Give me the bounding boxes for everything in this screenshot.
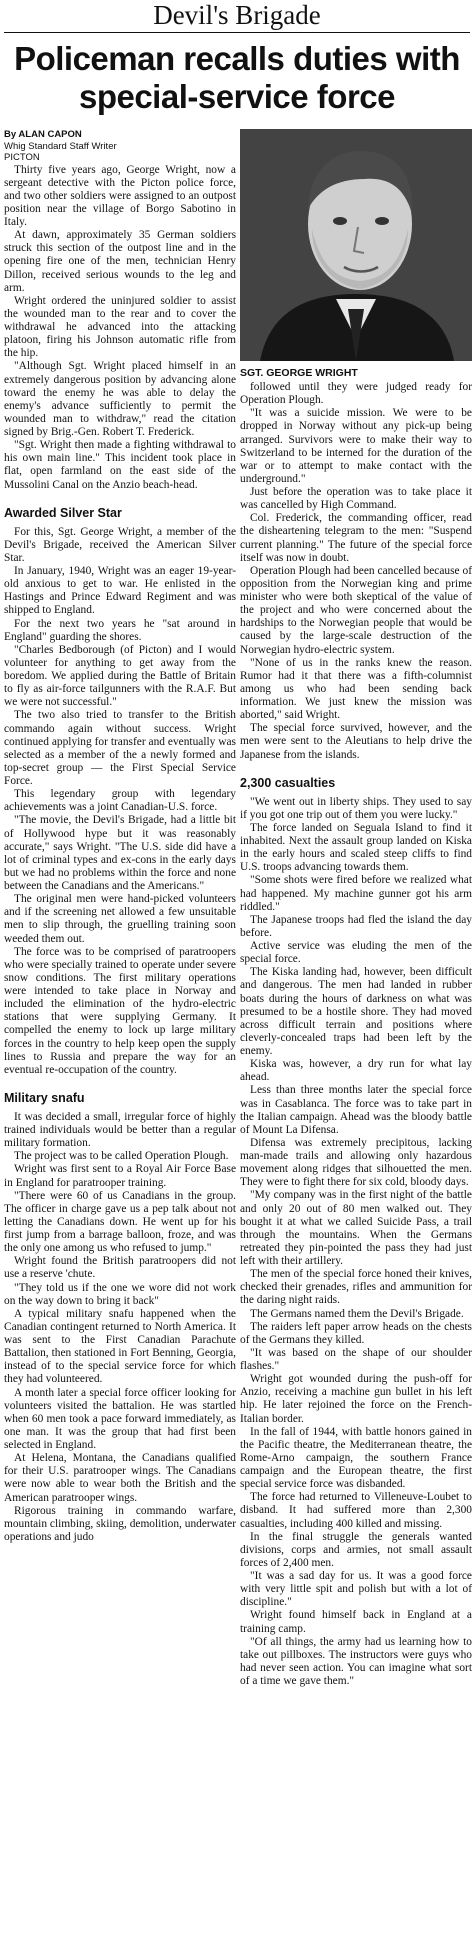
photo-caption: SGT. GEORGE WRIGHT bbox=[240, 367, 358, 379]
right-paragraph: The raiders left paper arrow heads on the chests of the Germans they killed. bbox=[240, 1320, 472, 1346]
left-paragraph: The original men were hand-picked volunteers and if the screening net allowed a few unsuitable men to slip through, the gruelling training soon weeded them out. bbox=[4, 893, 236, 945]
right-paragraph: Wright found himself back in England at a training camp. bbox=[240, 1609, 472, 1635]
right-paragraph: In the final struggle the generals wanted divisions, corps and armies, not small assault forces of 2,400 men. bbox=[240, 1530, 472, 1569]
top-rule bbox=[4, 32, 470, 33]
left-paragraph: The two also tried to transfer to the British commando again without success. Wright continued applying for transfer and eventually was selected as a member of the a newly formed and top-secret group — the First Special Service Force. bbox=[4, 709, 236, 787]
left-paragraph: "Sgt. Wright then made a fighting withdrawal to his own main line." This incident took place in flat, open farmland on the east side of the Mussolini Canal on the Anzio beach-head. bbox=[4, 439, 236, 491]
left-subhead: Military snafu bbox=[4, 1090, 85, 1105]
left-paragraph: For this, Sgt. George Wright, a member of the Devil's Brigade, received the American Silver Star. bbox=[4, 525, 236, 564]
right-paragraph: "It was a suicide mission. We were to be dropped in Norway without any pick-up being arranged. Survivors were to make their way to Switzerland to be interned for the duration of the war or to attempt to make contact with the underground." bbox=[240, 407, 472, 485]
left-paragraph: The force was to be comprised of paratroopers who were specially trained to operate under severe snow conditions. The first military operations were intended to take place in Norway and included the elimination of the hydro-electric stations that were supplying Germany. It compelled the enemy to lock up large military forces in the country to help keep open the supply lines to Russia and prepare the way for an eventual re-occupation of the country. bbox=[4, 945, 236, 1076]
left-paragraph: For the next two years he "sat around in England" guarding the shores. bbox=[4, 617, 236, 643]
left-paragraph: "Although Sgt. Wright placed himself in an extremely dangerous position by advancing alone toward the enemy he was able to delay the enemy's advance sufficiently to permit the wounded man to withdraw," read the citation signed by Brig.-Gen. Robert T. Frederick. bbox=[4, 360, 236, 438]
right-paragraph: "It was a sad day for us. It was a good force with very little spit and polish but with a lot of discipline." bbox=[240, 1570, 472, 1609]
left-paragraph: "There were 60 of us Canadians in the group. The officer in charge gave us a pep talk about not letting the Canadians down. He went up for his first jump from a barrage balloon, froze, and was the only one among us who refused to jump." bbox=[4, 1189, 236, 1255]
right-paragraph: In the fall of 1944, with battle honors gained in the Pacific theatre, the Mediterranean theatre, the Rome-Arno campaign, the southern France campaign and the European theatre, the first special service force was disbanded. bbox=[240, 1425, 472, 1491]
right-paragraph: The special force survived, however, and the men were sent to the Aleutians to help drive the Japanese from the islands. bbox=[240, 722, 472, 761]
right-column bbox=[240, 129, 472, 1951]
left-paragraph: Wright ordered the uninjured soldier to assist the wounded man to the rear and to cover the withdrawal he advanced into the attacking platoon, firing his Johnson automatic rifle from the hip. bbox=[4, 294, 236, 360]
right-paragraph: The Japanese troops had fled the island the day before. bbox=[240, 913, 472, 939]
right-paragraph: "My company was in the first night of the battle and only 20 out of 80 men walked out. They bought it at what we called Suicide Pass, a trail through the mountains. When the Germans retreated they pin-pointed the pass they had just left with their artillery. bbox=[240, 1189, 472, 1267]
left-paragraph: This legendary group with legendary achievements was a joint Canadian-U.S. force. bbox=[4, 788, 236, 814]
right-paragraph: "Of all things, the army had us learning how to take out pillboxes. The instructors were guys who had never seen action. You can imagine what sort of a time we gave them." bbox=[240, 1635, 472, 1687]
dateline: PICTON bbox=[4, 152, 40, 163]
right-paragraph: "It was based on the shape of our shoulder flashes." bbox=[240, 1346, 472, 1372]
left-paragraph: At Helena, Montana, the Canadians qualified for their U.S. paratrooper wings. The Canadians were now able to wear both the British and the American paratrooper wings. bbox=[4, 1452, 236, 1504]
portrait-figure bbox=[240, 129, 472, 361]
right-paragraph: Kiska was, however, a dry run for what lay ahead. bbox=[240, 1058, 472, 1084]
right-paragraph: Less than three months later the special force was in Casablanca. The force was to take part in the Italian campaign. Ahead was the bloody battle of Mount La Difensa. bbox=[240, 1084, 472, 1136]
right-paragraph: "We went out in liberty ships. They used to say if you got one trip out of them you were lucky." bbox=[240, 795, 472, 821]
byline bbox=[4, 129, 236, 164]
right-paragraph: Wright got wounded during the push-off for Anzio, receiving a machine gun bullet in his left hip. He later rejoined the force on the French-Italian border. bbox=[240, 1373, 472, 1425]
left-paragraph: Wright found the British paratroopers did not use a reserve 'chute. bbox=[4, 1255, 236, 1281]
left-paragraph: "They told us if the one we wore did not work on the way down to bring it back" bbox=[4, 1281, 236, 1307]
right-paragraph: Difensa was extremely precipitous, lacking man-made trails and allowing only hazardous movement along ridges that silhouetted the men. They were to fight there for six cold, bloody days. bbox=[240, 1136, 472, 1189]
left-paragraph: Thirty five years ago, George Wright, now a sergeant detective with the Picton police force, and two other soldiers were assigned to an outpost position near the village of Borgo Sabotino in Italy. bbox=[4, 163, 236, 228]
left-subhead: Awarded Silver Star bbox=[4, 505, 122, 520]
section-kicker: Devil's Brigade bbox=[153, 0, 321, 30]
byline-author: By ALAN CAPON bbox=[4, 129, 82, 140]
right-column-body bbox=[240, 381, 472, 1688]
right-paragraph: The Kiska landing had, however, been difficult and dangerous. The men had landed in rubber boats during the hours of darkness on what was presumed to be a hostile shore. They had moved across difficult terrain and positions where cleverly-concealed traps had been left by the enemy. bbox=[240, 966, 472, 1057]
left-paragraph: A typical military snafu happened when the Canadian contingent returned to North America. It was sent to the First Canadian Parachute Battalion, then stationed in Fort Benning, Georgia, instead of to the special service force for which they had volunteered. bbox=[4, 1307, 236, 1386]
headline: Policeman recalls duties with special-service force bbox=[14, 40, 460, 115]
right-paragraph: "Some shots were fired before we realized what had happened. My machine gunner got his arm riddled." bbox=[240, 874, 472, 913]
left-paragraph: "Charles Bedborough (of Picton) and I would volunteer for anything to get away from the boredom. We applied during the Battle of Britain to fly as air-force tailgunners with the R.A.F. But we were not successful." bbox=[4, 643, 236, 709]
right-paragraph: The men of the special force honed their knives, checked their grenades, rifles and ammunition for the daring night raids. bbox=[240, 1268, 472, 1307]
right-paragraph: followed until they were judged ready for Operation Plough. bbox=[240, 381, 472, 407]
right-paragraph: Col. Frederick, the commanding officer, read the disheartening telegram to the men: "Suspend current planning." The future of the special force itself was now in doubt. bbox=[240, 512, 472, 564]
right-paragraph: Operation Plough had been cancelled because of opposition from the Norwegian king and prime minister who were both skeptical of the value of the project and who were concerned about the hardships to the Norwegian people that would be caused by the large-scale destruction of the Norwegian hydro-electric system. bbox=[240, 564, 472, 656]
portrait-photo bbox=[240, 129, 472, 361]
right-paragraph: The Germans named them the Devil's Brigade. bbox=[250, 1307, 464, 1320]
right-paragraph: The force had returned to Villeneuve-Loubet to disband. It had suffered more than 2,300 casualties, including 400 killed and missing. bbox=[240, 1491, 472, 1530]
right-paragraph: Just before the operation was to take place it was cancelled by High Command. bbox=[240, 486, 472, 512]
byline-role: Whig Standard Staff Writer bbox=[4, 140, 117, 152]
left-paragraph: The project was to be called Operation Plough. bbox=[14, 1150, 229, 1163]
left-paragraph: A month later a special force officer looking for volunteers visited the battalion. He was startled when 60 men took a pace forward immediately, as one man. It was the group that had first been selected in England. bbox=[4, 1386, 236, 1451]
right-paragraph: "None of us in the ranks knew the reason. Rumor had it that there was a fifth-columnist among us who had been sending back information. We just knew the mission was aborted," said Wright. bbox=[240, 656, 472, 722]
left-paragraph: At dawn, approximately 35 German soldiers struck this section of the outpost line and in the opening fire one of the men, technician Henry Dillon, received serious wounds to the leg and arm. bbox=[4, 229, 236, 294]
right-paragraph: Active service was eluding the men of the special force. bbox=[240, 940, 472, 966]
left-column bbox=[4, 129, 236, 1951]
left-column-body bbox=[4, 164, 236, 1545]
left-paragraph: Rigorous training in commando warfare, mountain climbing, skiing, demolition, underwater operations and judo bbox=[4, 1504, 236, 1543]
left-paragraph: It was decided a small, irregular force of highly trained individuals would be better than a regular military formation. bbox=[4, 1110, 236, 1150]
right-subhead: 2,300 casualties bbox=[240, 775, 336, 790]
right-paragraph: The force landed on Seguala Island to find it inhabited. Next the assault group landed on Kiska in the early hours and scaled steep cliffs to find U.S. troops advancing towards them. bbox=[240, 821, 472, 874]
left-paragraph: Wright was first sent to a Royal Air Force Base in England for paratrooper training. bbox=[4, 1163, 236, 1189]
left-paragraph: "The movie, the Devil's Brigade, had a little bit of Hollywood hype but it was reasonably accurate," says Wright. "The U.S. side did have a lot of criminal types and ex-cons in the early days but we had no problems within the force and none between the Canadians and the Americans." bbox=[4, 814, 236, 892]
left-paragraph: In January, 1940, Wright was an eager 19-year-old anxious to get to war. He enlisted in the Hastings and Prince Edward Regiment and was shipped to England. bbox=[4, 565, 236, 617]
